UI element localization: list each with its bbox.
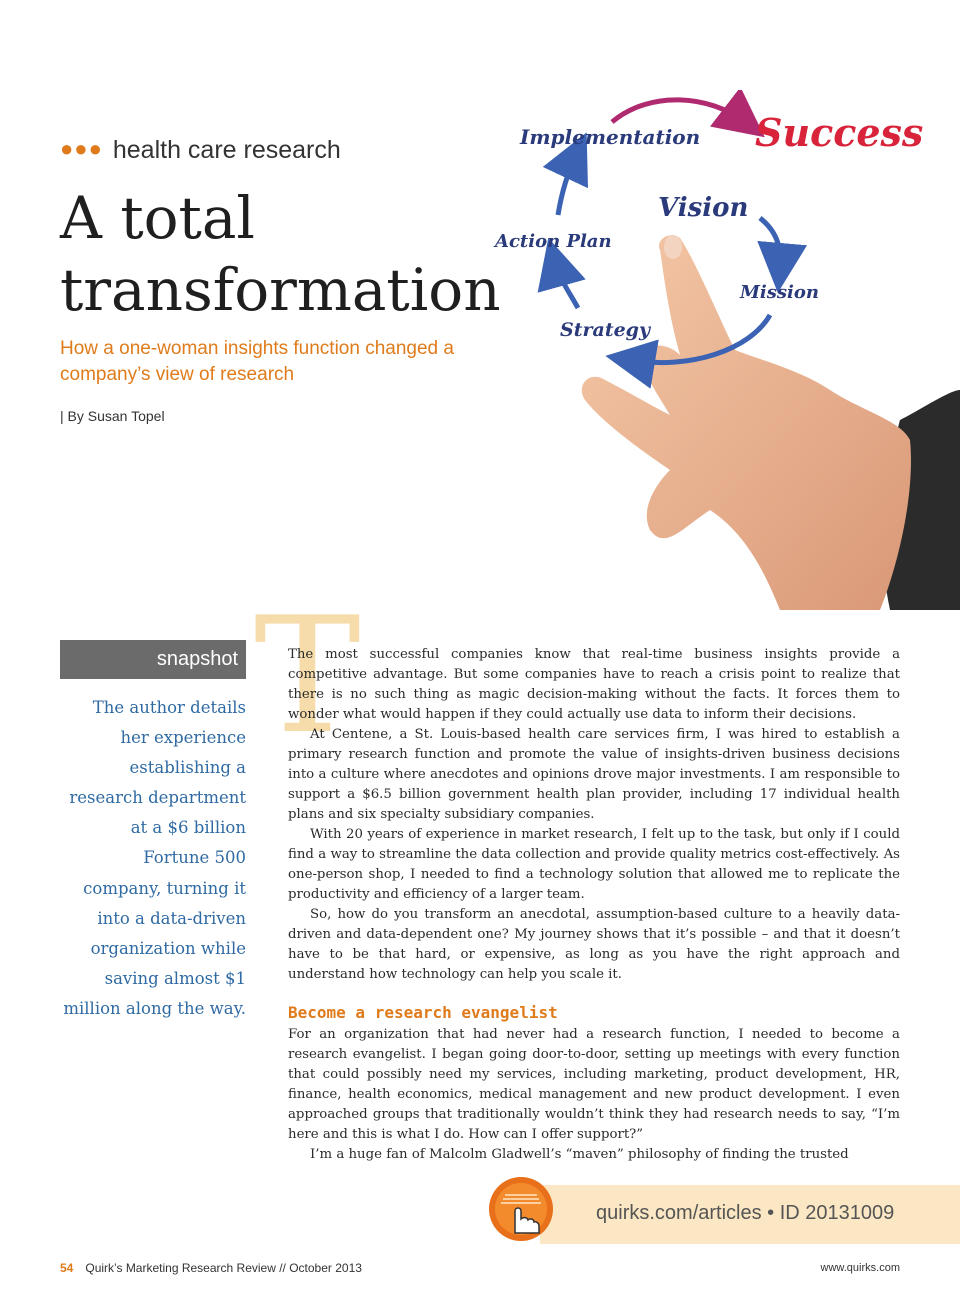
page-number: 54: [60, 1261, 74, 1275]
snapshot-heading: snapshot: [60, 640, 246, 679]
fingernail-shape: [664, 235, 682, 259]
label-strategy: Strategy: [560, 319, 651, 341]
label-mission: Mission: [740, 282, 819, 303]
article-link-text[interactable]: quirks.com/articles • ID 20131009: [596, 1202, 895, 1224]
label-vision: Vision: [658, 193, 749, 223]
label-action-plan: Action Plan: [495, 231, 612, 252]
pointing-hand-icon[interactable]: [487, 1175, 555, 1243]
arrow-vision-to-mission: [760, 218, 780, 268]
byline: | By Susan Topel: [60, 408, 165, 424]
section-subhead: Become a research evangelist: [288, 1003, 558, 1022]
bullet-dots-icon: ●●●: [60, 136, 103, 161]
hero-illustration: [480, 90, 960, 610]
paragraph: The most successful companies know that real-time business insights provide a competitive advantage. But some companies have to reach a crisis point to realize that there is no such thing as magic decision-making without the facts. It forces them to wonder what would happen if they could actually use data to inform their decisions.: [288, 647, 900, 722]
arrow-action-to-impl: [558, 155, 576, 215]
paragraph: I’m a huge fan of Malcolm Gladwell’s “maven” philosophy of finding the trusted: [310, 1147, 849, 1162]
article-title: [60, 182, 500, 326]
article-body: [288, 645, 900, 985]
article-subtitle: How a one-woman insights function changed a company’s view of research: [60, 338, 454, 385]
paragraph: With 20 years of experience in market research, I felt up to the task, but only if I could find a way to streamline the data collection and provide quality metrics cost-effectively. As one-person shop, I needed to find a technology solution that allowed me to replicate the productivity and efficiency of a larger team.: [288, 827, 900, 902]
article-title-line1: A total: [60, 184, 255, 252]
publication-name: Quirk’s Marketing Research Review // October 2013: [85, 1261, 362, 1275]
snapshot-text: The author details her experience establishing a research department at a $6 billion Fortune 500 company, turning it into a data-driven organization while saving almost $1 million along the way.: [63, 698, 246, 1018]
page-footer: [60, 1261, 362, 1275]
paragraph: So, how do you transform an anecdotal, assumption-based culture to a heavily data-driven and data-dependent one? My journey shows that it’s possible – and that it doesn’t have to be that hard, or expensive, as long as you have the right approach and understand how technology can help you scale it.: [288, 907, 900, 982]
drop-cap: T: [254, 582, 361, 769]
paragraph: At Centene, a St. Louis-based health care services firm, I was hired to establish a primary research function and promote the value of insights-driven business decisions into a culture where anecdotes and opinions drove major investments. I am responsible to support a $6.5 billion government health plan provider, including 17 individual health plans and six specialty subsidiary companies.: [288, 727, 900, 822]
label-implementation: Implementation: [520, 125, 701, 149]
section-tag: [60, 136, 341, 165]
paragraph: For an organization that had never had a research function, I needed to become a research evangelist. I began going door-to-door, setting up meetings with every function that could possibly need my services, including marketing, product development, HR, finance, health economics, medical management and new product development. I even approached groups that traditionally wouldn’t think they had research needs to say, “I’m here and this is what I do. How can I offer support?”: [288, 1027, 900, 1142]
website-url[interactable]: www.quirks.com: [820, 1262, 900, 1274]
label-success: Success: [755, 110, 924, 155]
section-label: health care research: [112, 136, 341, 164]
arrow-impl-to-success: [612, 100, 745, 122]
article-body-continued: [288, 1025, 900, 1165]
article-title-line2: transformation: [60, 256, 501, 324]
arrow-strategy-to-action: [555, 262, 578, 308]
